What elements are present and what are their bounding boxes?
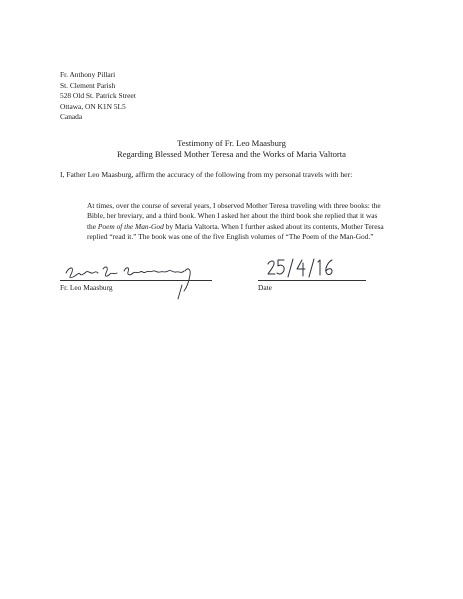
quote-book-title: Poem of the Man-God (97, 221, 164, 231)
address-line-city: Ottawa, ON K1N 5L5 (60, 101, 126, 111)
date-line (258, 280, 366, 281)
title-line-1: Testimony of Fr. Leo Maasburg (177, 138, 286, 148)
document-title (0, 138, 463, 161)
title-line-2: Regarding Blessed Mother Teresa and the Works of Maria Valtorta (116, 149, 346, 160)
signature-line (60, 280, 212, 281)
quote-text-1: At times, over the course of several years, I observed Mother Teresa traveling with three books: the Bible, her breviary, and a third book. When I asked her about the third book she replied that it was the (87, 201, 381, 231)
testimony-quote (87, 201, 387, 242)
address-line-street: 528 Old St. Patrick Street (60, 91, 136, 101)
address-line-name: Fr. Anthony Pillari (60, 70, 116, 79)
quote-text-2: by Maria Valtorta. When I further asked about its contents, Mother Teresa replied “read it.” The book was one of the five English volumes of “The Poem of the Man-God.” (87, 221, 384, 241)
signature-name-label: Fr. Leo Maasburg (60, 283, 113, 292)
address-line-country: Canada (60, 112, 83, 122)
recipient-address (60, 70, 136, 123)
intro-paragraph: I, Father Leo Maasburg, affirm the accuracy of the following from my personal travels with her: (60, 170, 353, 179)
date-label: Date (258, 283, 272, 292)
address-line-parish: St. Clement Parish (60, 80, 116, 90)
